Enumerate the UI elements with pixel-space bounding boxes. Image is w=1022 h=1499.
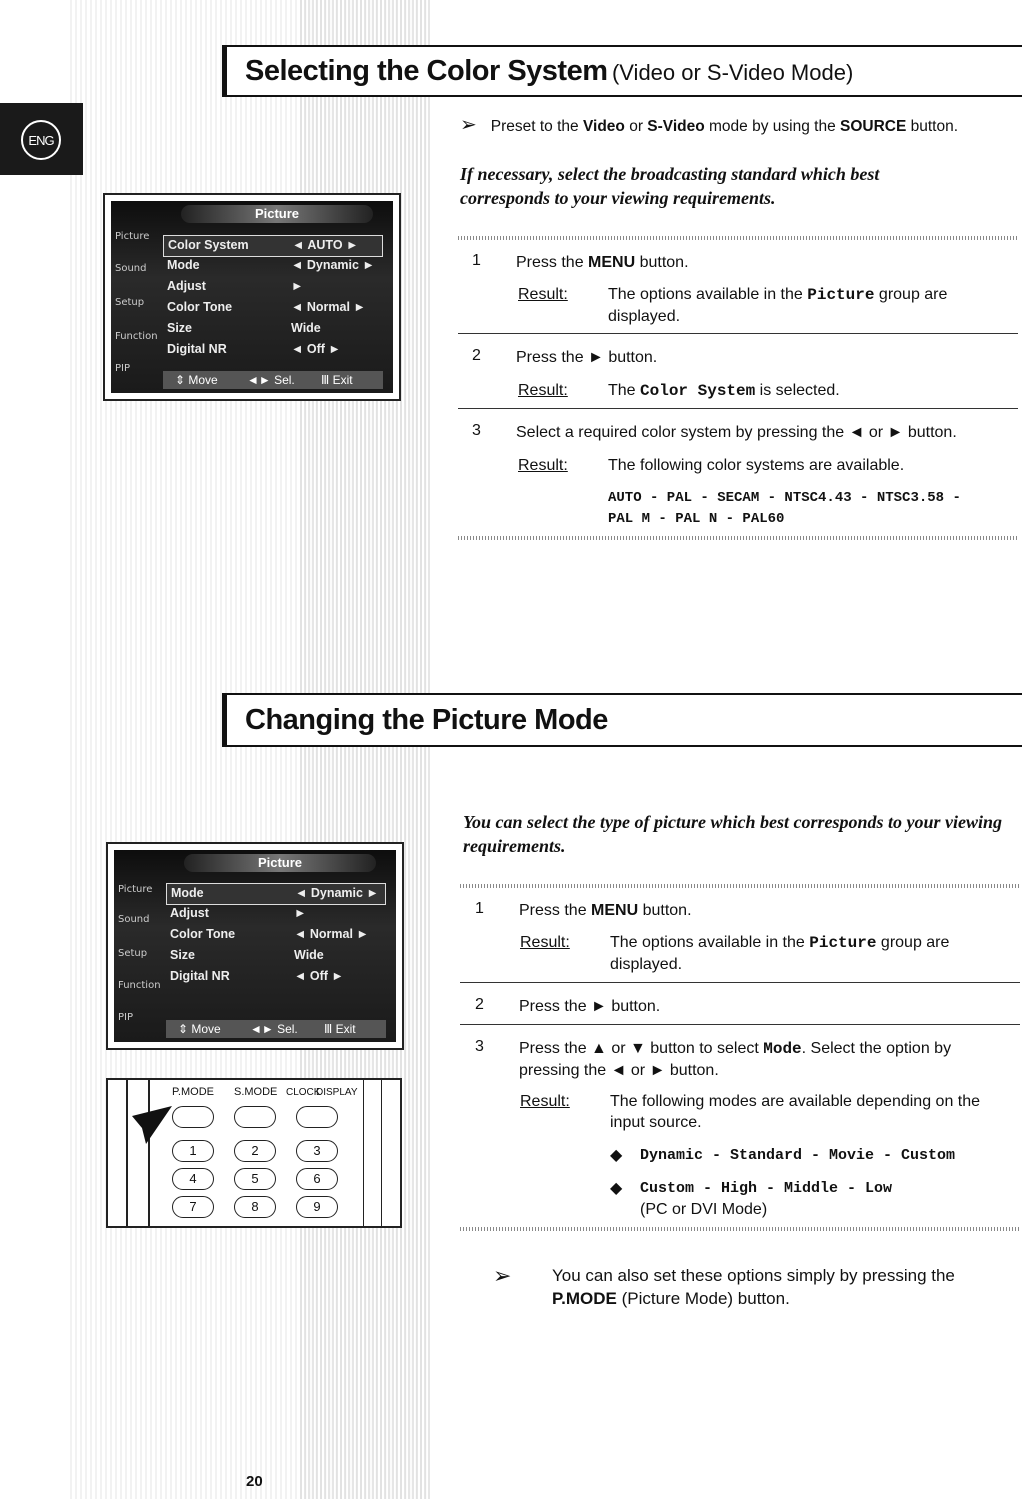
side-setup: Setup	[115, 297, 145, 308]
footer-exit: Ⅲ Exit	[321, 373, 353, 387]
mode-note: (PC or DVI Mode)	[640, 1201, 768, 1218]
step-bold: MENU	[591, 902, 639, 919]
mode-list: Custom - High - Middle - Low	[640, 1180, 893, 1197]
page-number: 20	[246, 1473, 263, 1490]
rule	[458, 333, 1018, 334]
menu-row	[163, 340, 383, 360]
result-text: group are displayed.	[610, 934, 950, 973]
section-header-color-system	[222, 45, 1022, 97]
key-3[interactable]: 3	[296, 1140, 338, 1162]
label-display: DISPLAY	[316, 1087, 358, 1098]
key-5[interactable]: 5	[234, 1168, 276, 1190]
screen	[114, 850, 396, 1042]
tip-bold: P.MODE	[552, 1289, 617, 1308]
menu-row	[163, 277, 383, 297]
dotted-divider	[460, 1227, 1020, 1231]
dotted-divider	[458, 536, 1018, 540]
step-text: Press the ► button.	[516, 349, 658, 366]
pointer-arrow-icon	[132, 1104, 176, 1148]
step-text: Press the	[519, 902, 592, 919]
row-label: Adjust	[167, 279, 206, 293]
remote-edge	[381, 1080, 383, 1226]
key-1[interactable]: 1	[172, 1140, 214, 1162]
step-3-result	[518, 455, 1013, 527]
remote-edge	[148, 1080, 150, 1226]
step-text: button.	[635, 254, 689, 271]
step-3	[475, 1038, 1005, 1082]
arrow-icon: ➢	[460, 114, 477, 136]
result-code: Color System	[640, 382, 756, 400]
remote-control-illustration	[106, 1078, 402, 1228]
step-1-result	[518, 284, 1013, 328]
row-value: ◄ Off ►	[294, 969, 344, 983]
row-value: Wide	[291, 321, 321, 335]
dotted-divider	[458, 236, 1018, 240]
section-header-picture-mode	[222, 693, 1022, 747]
menu-row	[163, 235, 383, 257]
tv-menu-screen-2	[106, 842, 404, 1050]
row-value: ◄ Normal ►	[294, 927, 369, 941]
result-code: Picture	[809, 934, 877, 952]
note-bold: SOURCE	[840, 118, 907, 135]
side-function: Function	[118, 980, 161, 991]
result-label: Result:	[518, 382, 568, 399]
side-sound: Sound	[115, 263, 147, 274]
row-value: ◄ Dynamic ►	[291, 258, 375, 272]
result-label: Result:	[520, 1093, 570, 1110]
row-label: Size	[170, 948, 196, 962]
section-title: Selecting the Color System	[245, 55, 608, 87]
note-text: mode by using the	[704, 118, 840, 135]
row-label: Digital NR	[170, 969, 230, 983]
remote-edge	[126, 1080, 128, 1226]
pmode-button[interactable]	[172, 1106, 214, 1128]
step-text: Select a required color system by pressing the ◄ or ► button.	[516, 424, 957, 441]
key-9[interactable]: 9	[296, 1196, 338, 1218]
step-code: Mode	[763, 1040, 802, 1058]
row-label: Color Tone	[167, 300, 233, 314]
row-value: ◄ Off ►	[291, 342, 341, 356]
result-text: The following modes are available depending on the input source.	[610, 1093, 981, 1131]
menu-row	[166, 925, 386, 945]
key-6[interactable]: 6	[296, 1168, 338, 1190]
row-label: Color Tone	[170, 927, 236, 941]
result-label: Result:	[520, 934, 570, 951]
result-code: Picture	[807, 286, 875, 304]
result-label: Result:	[518, 286, 568, 303]
tip-note	[552, 1264, 1012, 1310]
label-smode: S.MODE	[234, 1086, 278, 1098]
menu-footer	[166, 1020, 386, 1038]
label-clock: CLOCK	[286, 1087, 321, 1098]
footer-sel: ◄► Sel.	[247, 373, 295, 387]
step-text: button.	[638, 902, 692, 919]
row-value: ◄ AUTO ►	[292, 238, 359, 252]
row-value: ◄ Normal ►	[291, 300, 366, 314]
label-pmode: P.MODE	[172, 1086, 214, 1098]
row-value: Wide	[294, 948, 324, 962]
step-text: . Select the option by pressing the ◄ or ► button.	[519, 1040, 952, 1079]
row-label: Color System	[168, 238, 249, 252]
result-text: The	[608, 382, 641, 399]
side-pip: PIP	[115, 363, 131, 374]
section1-intro: If necessary, select the broadcasting standard which best corresponds to your viewing requirements.	[460, 164, 880, 208]
tip-text: (Picture Mode) button.	[616, 1289, 790, 1308]
bullet-diamond-icon: ◆	[610, 1180, 623, 1197]
menu-row	[163, 298, 383, 318]
dotted-divider	[460, 884, 1020, 888]
side-sound: Sound	[118, 914, 150, 925]
step-number: 1	[475, 900, 484, 917]
result-label: Result:	[518, 457, 568, 474]
screen	[111, 201, 393, 393]
step-number: 1	[472, 252, 481, 269]
result-text: The options available in the	[610, 934, 810, 951]
result-text: is selected.	[755, 382, 840, 399]
tv-menu-screen-1	[103, 193, 401, 401]
remote-edge	[363, 1080, 365, 1226]
side-pip: PIP	[118, 1012, 134, 1023]
row-value: ►	[294, 906, 307, 920]
step-1-result	[520, 932, 1015, 976]
footer-move: ⇕ Move	[178, 1022, 221, 1036]
note-text: or	[624, 118, 648, 135]
key-4[interactable]: 4	[172, 1168, 214, 1190]
color-system-list: PAL M - PAL N - PAL60	[608, 511, 785, 527]
rule	[460, 982, 1020, 983]
key-2[interactable]: 2	[234, 1140, 276, 1162]
footer-move: ⇕ Move	[175, 373, 218, 387]
result-text: The following color systems are available.	[608, 457, 905, 474]
mode-list: Dynamic - Standard - Movie - Custom	[640, 1147, 956, 1164]
color-system-list: AUTO - PAL - SECAM - NTSC4.43 - NTSC3.58 -	[608, 490, 961, 506]
side-function: Function	[115, 331, 158, 342]
step-number: 2	[475, 996, 484, 1013]
row-label: Adjust	[170, 906, 209, 920]
menu-title: Picture	[181, 205, 373, 223]
smode-button[interactable]	[234, 1106, 276, 1128]
side-picture: Picture	[115, 231, 150, 242]
language-badge: ENG	[21, 120, 61, 160]
note-text: button.	[906, 118, 959, 135]
step-bold: MENU	[588, 254, 636, 271]
footer-exit: Ⅲ Exit	[324, 1022, 356, 1036]
menu-footer	[163, 371, 383, 389]
step-text: Press the ▲ or ▼ button to select	[519, 1040, 764, 1057]
menu-row	[163, 256, 383, 276]
preset-note	[460, 112, 958, 137]
tip-text: You can also set these options simply by pressing the	[552, 1266, 955, 1285]
step-2-result	[518, 380, 1013, 402]
key-8[interactable]: 8	[234, 1196, 276, 1218]
menu-row	[166, 883, 386, 905]
side-setup: Setup	[118, 948, 148, 959]
note-text: Preset to the	[490, 118, 583, 135]
step-number: 2	[472, 347, 481, 364]
row-label: Size	[167, 321, 193, 335]
note-bold: Video	[582, 118, 625, 135]
menu-row	[163, 319, 383, 339]
result-text: group are displayed.	[608, 286, 948, 325]
side-picture: Picture	[118, 884, 153, 895]
row-value: ►	[291, 279, 304, 293]
key-7[interactable]: 7	[172, 1196, 214, 1218]
step-text: Press the	[516, 254, 589, 271]
menu-title: Picture	[184, 854, 376, 872]
step-number: 3	[472, 422, 481, 439]
rule	[460, 1024, 1020, 1025]
footer-sel: ◄► Sel.	[250, 1022, 298, 1036]
bullet-diamond-icon: ◆	[610, 1147, 623, 1164]
rule	[458, 408, 1018, 409]
row-label: Mode	[167, 258, 200, 272]
display-button[interactable]	[296, 1106, 338, 1128]
step-number: 3	[475, 1038, 484, 1055]
menu-row	[166, 967, 386, 987]
step-3-result	[520, 1091, 1015, 1219]
row-label: Mode	[171, 886, 204, 900]
menu-row	[166, 946, 386, 966]
step-text: Press the ► button.	[519, 998, 661, 1015]
section-subtitle: (Video or S-Video Mode)	[611, 60, 854, 85]
result-text: The options available in the	[608, 286, 808, 303]
row-label: Digital NR	[167, 342, 227, 356]
arrow-icon: ➢	[493, 1263, 512, 1288]
menu-row	[166, 904, 386, 924]
section2-intro: You can select the type of picture which best corresponds to your viewing requirements.	[463, 812, 1002, 856]
note-bold: S-Video	[647, 118, 705, 135]
row-value: ◄ Dynamic ►	[295, 886, 379, 900]
section-title: Changing the Picture Mode	[245, 704, 608, 736]
